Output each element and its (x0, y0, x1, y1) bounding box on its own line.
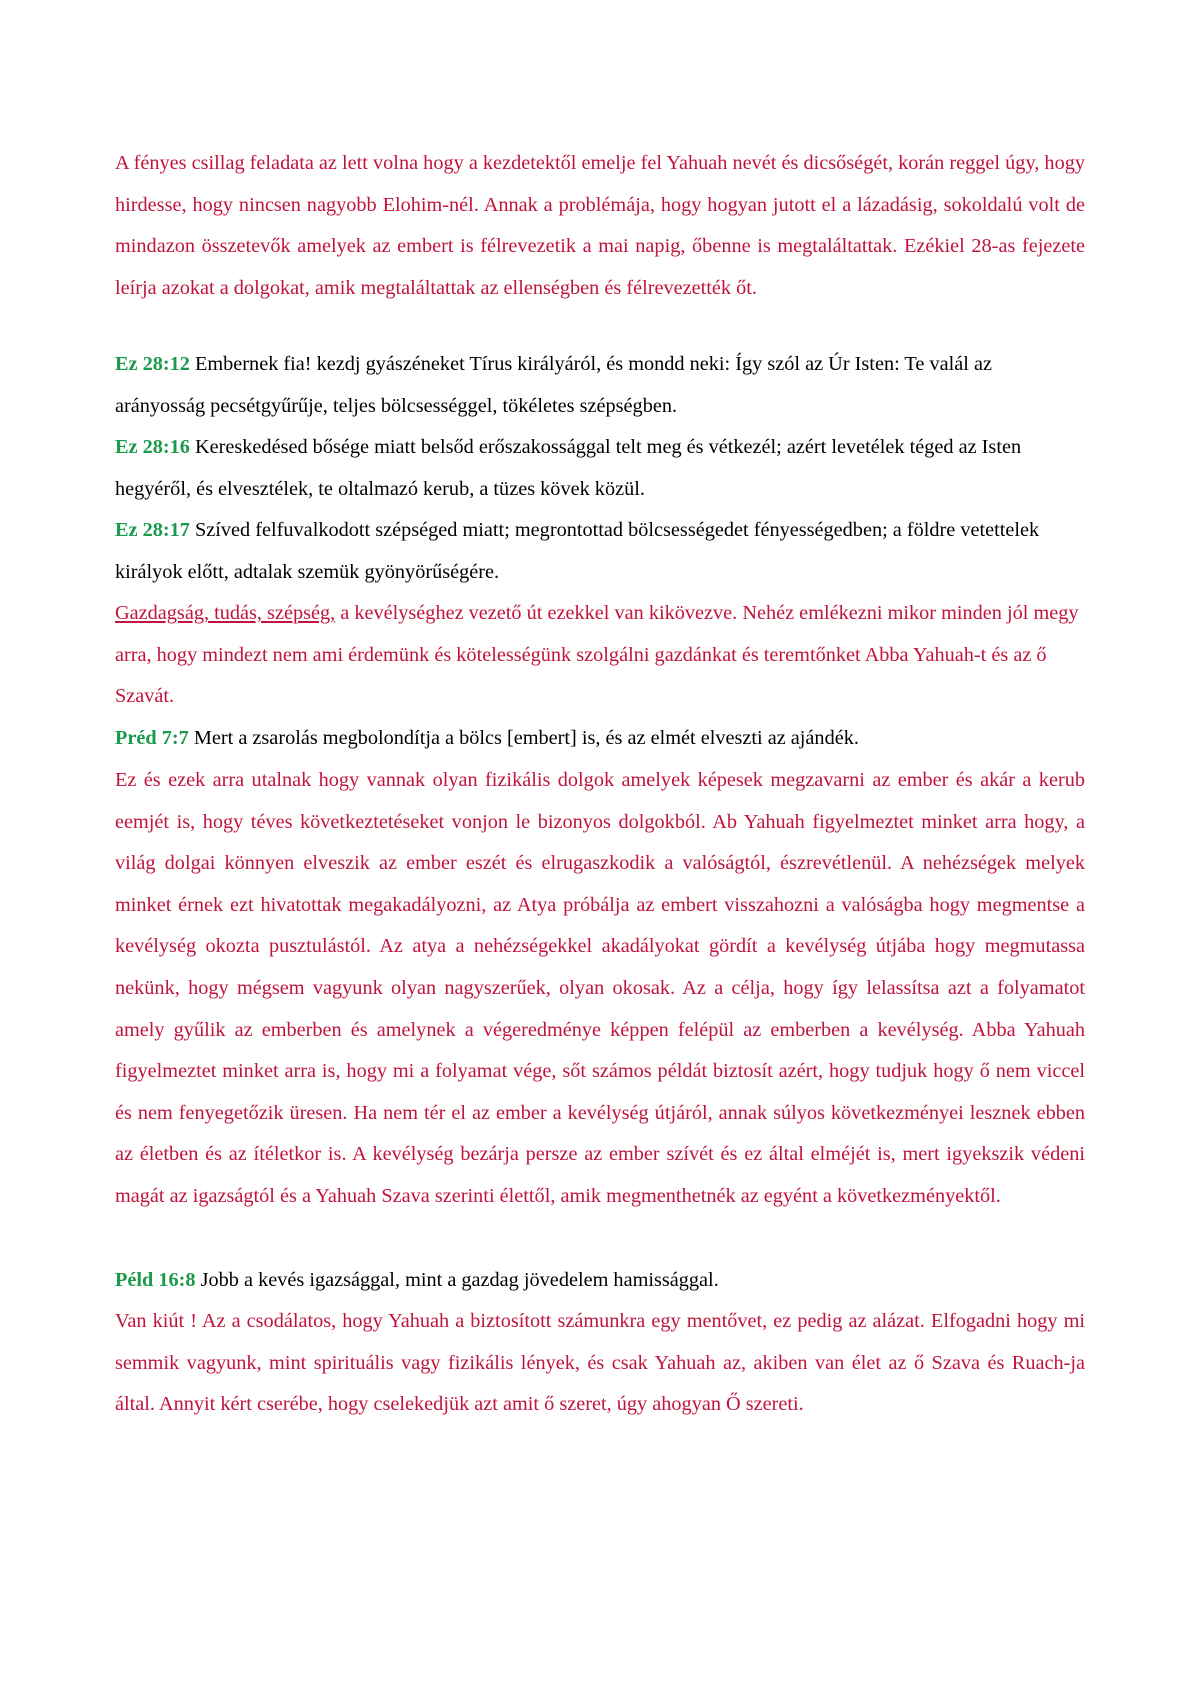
verse-reference: Ez 28:17 (115, 519, 190, 541)
verse-ez-28-16 (115, 427, 1085, 510)
verse-text: Jobb a kevés igazsággal, mint a gazdag jövedelem hamissággal. (195, 1269, 719, 1291)
commentary-paragraph-1 (115, 143, 1085, 309)
commentary-text: Ez és ezek arra utalnak hogy vannak olyan fizikális dolgok amelyek képesek megzavarni az ember és akár a kerub eemjét is, hogy téves következtetéseket vonjon le bizonyos dolgokból. Ab Yahuah figyelmeztet minket arra hogy, a világ dolgai könnyen elveszik az ember eszét és elrugaszkodik a valóságtól, észrevétlenül. A nehézségek melyek minket érnek ezt hivatottak megakadályozni, az Atya próbálja az embert visszahozni a valóságba hogy megmentse a kevélység okozta pusztulástól. Az atya a nehézségekkel akadályokat gördít a kevélység útjába hogy megmutassa nekünk, hogy mégsem vagyunk olyan nagyszerűek, olyan okosak. Az a célja, hogy így lelassítsa azt a folyamatot amely gyűlik az emberben és amelynek a végeredménye képpen felépül az emberben a kevélység. Abba Yahuah figyelmeztet minket arra is, hogy mi a folyamat vége, sőt számos példát biztosít azért, hogy tudjuk hogy ő nem viccel és nem fenyegetőzik üresen. Ha nem tér el az ember a kevélység útjáról, annak súlyos következményei lesznek ebben az életben és az ítéletkor is. A kevélység bezárja persze az ember szívét és ez által elméjét is, mert igyekszik védeni magát az igazságtól és a Yahuah Szava szerinti élettől, amik megmenthetnék az egyént a következményektől. (115, 769, 1085, 1207)
commentary-paragraph-3 (115, 760, 1085, 1218)
verse-text: Embernek fia! kezdj gyászéneket Tírus királyáról, és mondd neki: Így szól az Úr Isten: Te valál az arányosság pecsétgyűrűje, teljes bölcsességgel, tökéletes szépségben. (115, 353, 992, 417)
verse-ez-28-17 (115, 510, 1085, 593)
commentary-text: a kevélységhez vezető út ezekkel van kikövezve. Nehéz emlékezni mikor minden jól megy arra, hogy mindezt nem ami érdemünk és kötelességünk szolgálni gazdánkat és teremtőnket Abba Yahuah-t és az ő Szavát. (115, 602, 1079, 708)
verse-reference: Ez 28:16 (115, 436, 190, 458)
verse-reference: Ez 28:12 (115, 353, 190, 375)
verse-ez-28-12 (115, 344, 1085, 427)
verse-text: Mert a zsarolás megbolondítja a bölcs [embert] is, és az elmét elveszti az ajándék. (188, 727, 859, 749)
verse-peld-16-8 (115, 1260, 1085, 1302)
verse-reference: Péld 16:8 (115, 1269, 196, 1291)
verse-pred-7-7 (115, 718, 1085, 760)
commentary-paragraph-2 (115, 593, 1085, 718)
commentary-text: A fényes csillag feladata az lett volna hogy a kezdetektől emelje fel Yahuah nevét és dicsőségét, korán reggel úgy, hogy hirdesse, hogy nincsen nagyobb Elohim-nél. Annak a problémája, hogy hogyan jutott el a lázadásig, sokoldalú volt de mindazon összetevők amelyek az embert is félrevezetik a mai napig, őbenne is megtaláltattak. Ezékiel 28-as fejezete leírja azokat a dolgokat, amik megtaláltattak az ellenségben és félrevezették őt. (115, 152, 1085, 299)
verse-text: Szíved felfuvalkodott szépséged miatt; megrontottad bölcsességedet fényességedben; a földre vetettelek királyok előtt, adtalak szemük gyönyörűségére. (115, 519, 1040, 583)
underlined-phrase: Gazdagság, tudás, szépség, (115, 602, 336, 624)
verse-text: Kereskedésed bősége miatt belsőd erőszakossággal telt meg és vétkezél; azért levetélek téged az Isten hegyéről, és elvesztélek, te oltalmazó kerub, a tüzes kövek közül. (115, 436, 1022, 500)
verse-reference: Préd 7:7 (115, 727, 189, 749)
commentary-paragraph-4 (115, 1301, 1085, 1426)
commentary-text: Van kiút ! Az a csodálatos, hogy Yahuah a biztosított számunkra egy mentővet, ez pedig az alázat. Elfogadni hogy mi semmik vagyunk, mint spirituális vagy fizikális lények, és csak Yahuah az, akiben van élet az ő Szava és Ruach-ja által. Annyit kért cserébe, hogy cselekedjük azt amit ő szeret, úgy ahogyan Ő szereti. (115, 1310, 1085, 1416)
